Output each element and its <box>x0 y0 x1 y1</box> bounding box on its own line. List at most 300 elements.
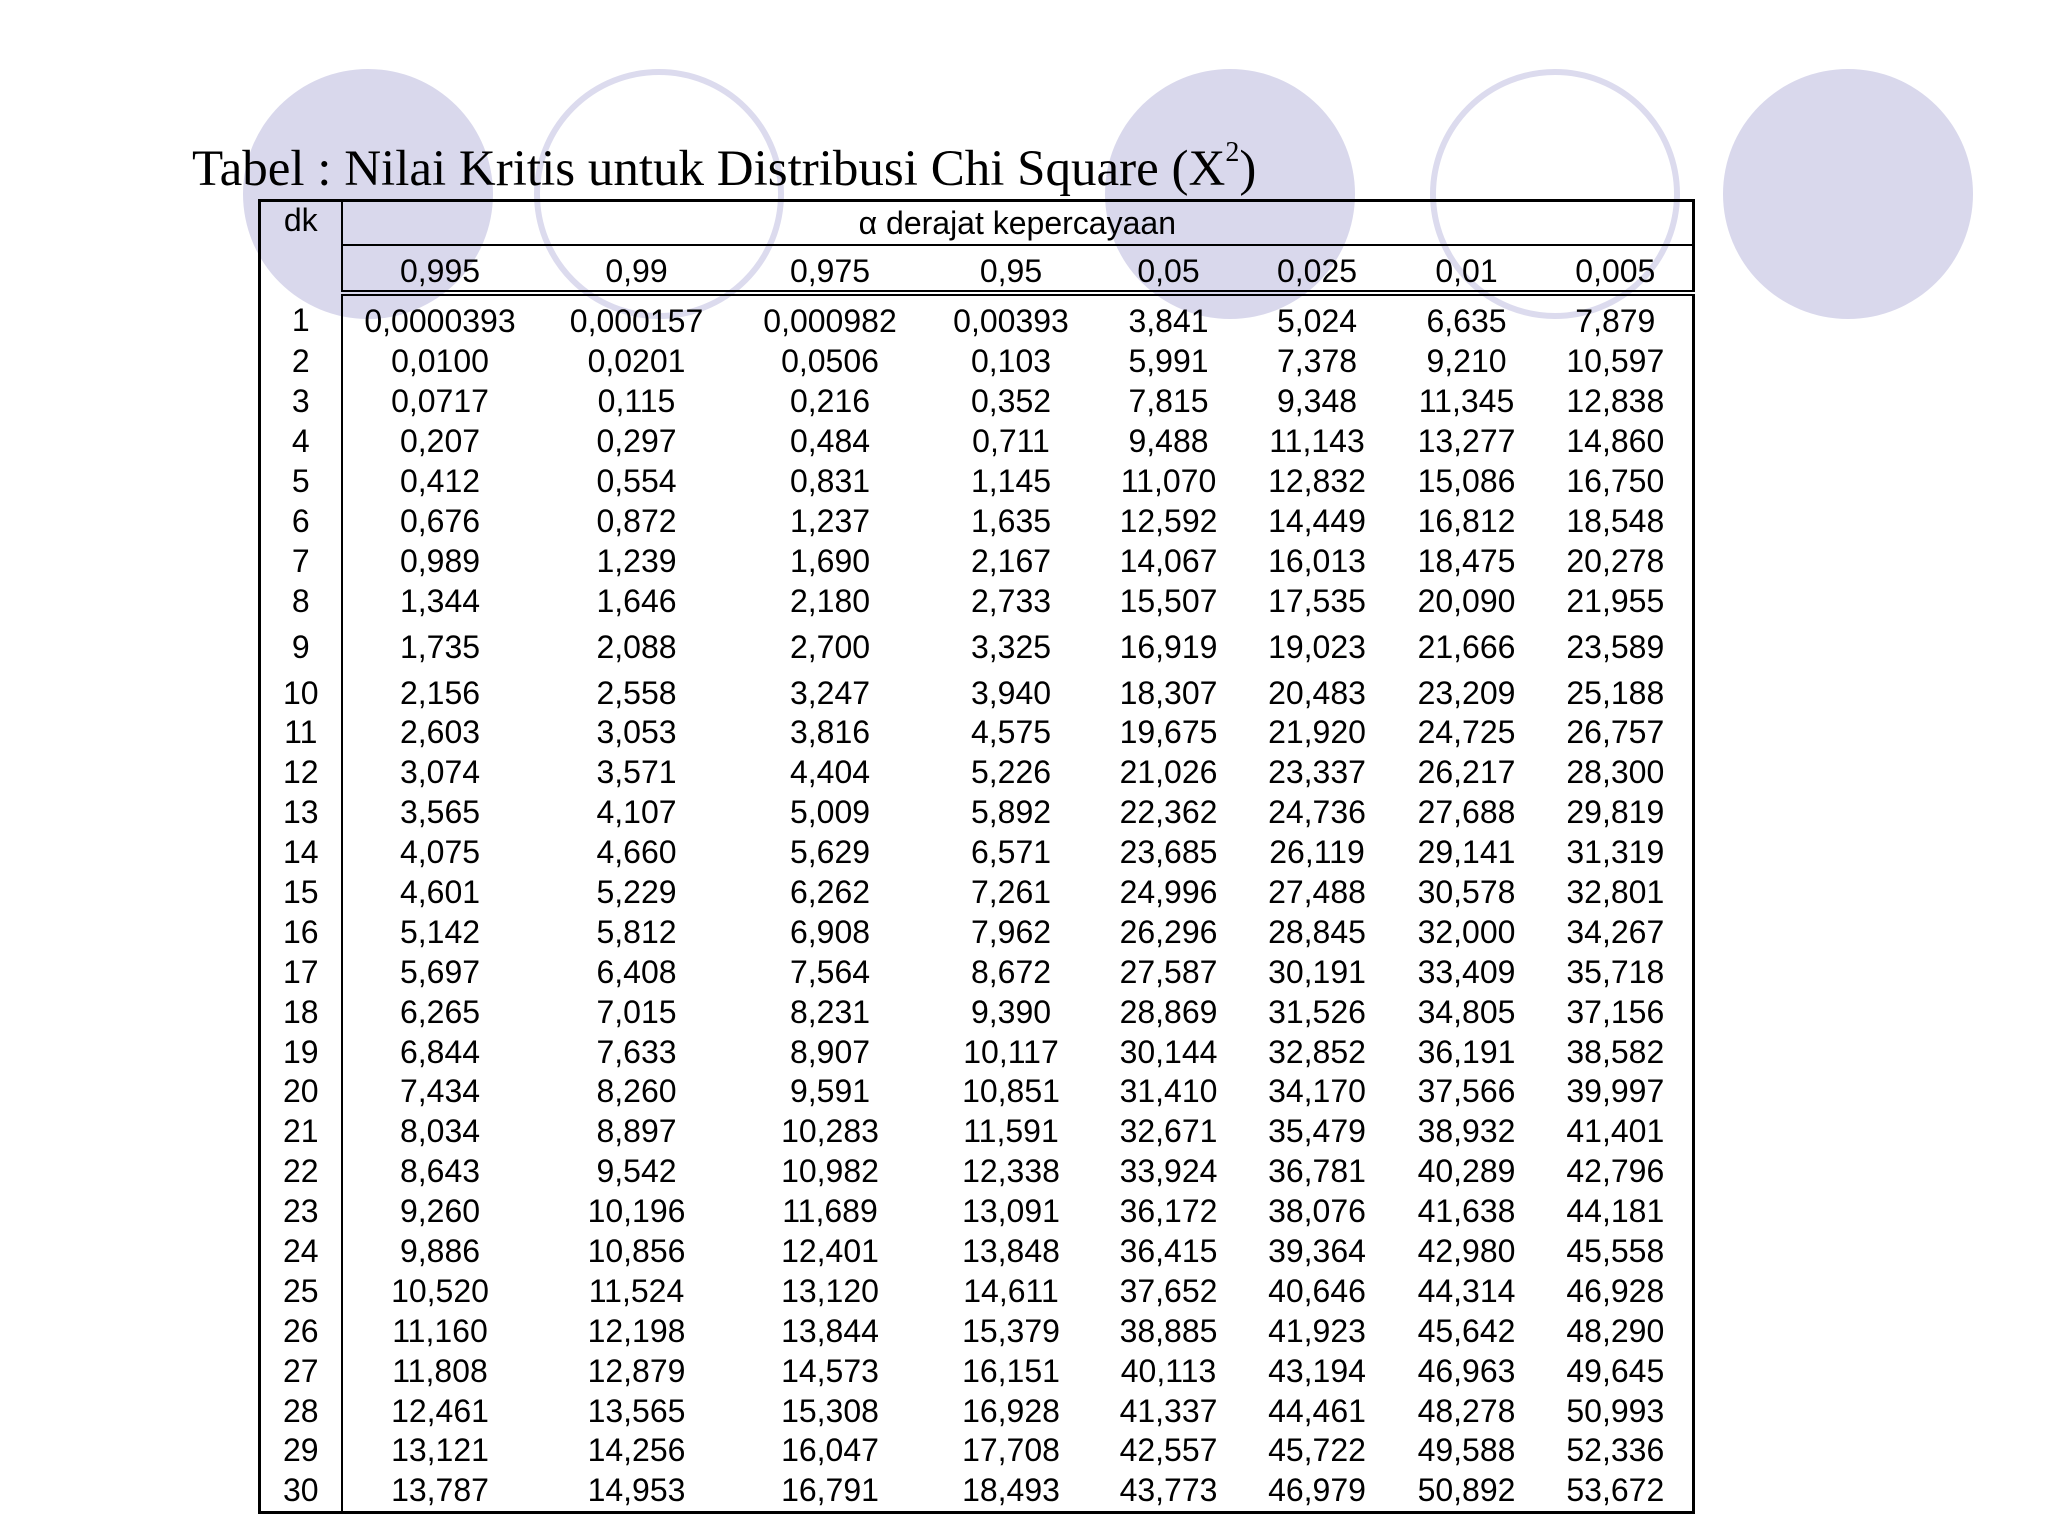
table-row <box>260 293 1694 342</box>
value-cell: 14,449 <box>1268 502 1366 539</box>
value-cell: 9,488 <box>1128 423 1209 460</box>
value-cell: 20,483 <box>1268 674 1366 711</box>
table-row <box>260 1311 1694 1351</box>
value-cell: 33,924 <box>1119 1153 1218 1190</box>
value-cell: 2,088 <box>596 628 677 665</box>
value-cell: 2,167 <box>970 542 1052 579</box>
value-cell: 10,520 <box>391 1272 489 1309</box>
dk-cell: 24 <box>260 1232 342 1272</box>
table-row <box>260 422 1694 462</box>
value-cell: 6,408 <box>596 953 677 990</box>
value-cell: 46,979 <box>1268 1472 1366 1509</box>
value-cell: 46,963 <box>1417 1352 1516 1389</box>
value-cell: 48,278 <box>1417 1392 1516 1429</box>
dk-cell: 10 <box>260 673 342 713</box>
table-row <box>260 1232 1694 1272</box>
value-cell: 8,672 <box>970 953 1052 990</box>
value-cell: 7,633 <box>596 1033 677 1070</box>
value-cell: 3,571 <box>596 754 677 791</box>
value-cell: 6,262 <box>789 874 871 911</box>
dk-cell: 4 <box>260 422 342 462</box>
dk-cell: 5 <box>260 462 342 502</box>
value-cell: 1,635 <box>970 502 1052 539</box>
dk-cell: 21 <box>260 1112 342 1152</box>
dk-cell: 16 <box>260 912 342 952</box>
value-cell: 7,378 <box>1276 343 1358 380</box>
value-cell: 4,107 <box>596 794 677 831</box>
value-cell: 14,256 <box>587 1432 686 1469</box>
value-cell: 52,336 <box>1566 1432 1665 1469</box>
value-cell: 15,308 <box>781 1392 879 1429</box>
value-cell: 45,642 <box>1417 1312 1516 1349</box>
value-cell: 8,897 <box>596 1113 677 1150</box>
value-cell: 10,597 <box>1566 343 1665 380</box>
value-cell: 20,090 <box>1417 582 1516 619</box>
value-cell: 0,0100 <box>391 343 489 380</box>
value-cell: 26,296 <box>1119 913 1218 950</box>
value-cell: 40,646 <box>1268 1272 1366 1309</box>
value-cell: 21,026 <box>1119 754 1218 791</box>
dk-cell: 14 <box>260 833 342 873</box>
value-cell: 5,142 <box>399 913 481 950</box>
chi-square-table <box>258 199 1695 1514</box>
value-cell: 18,548 <box>1566 502 1665 539</box>
value-cell: 26,119 <box>1269 834 1365 871</box>
dk-cell: 22 <box>260 1152 342 1192</box>
value-cell: 0,412 <box>399 463 481 499</box>
alpha-column-header: 0,01 <box>1395 245 1539 293</box>
alpha-column-header: 0,995 <box>342 245 538 293</box>
dk-cell: 13 <box>260 793 342 833</box>
table-row <box>260 621 1694 673</box>
value-cell: 0,103 <box>970 343 1052 380</box>
value-cell: 6,635 <box>1426 303 1507 340</box>
value-cell: 12,832 <box>1268 463 1366 499</box>
value-cell: 24,736 <box>1268 794 1366 831</box>
table-row <box>260 1072 1694 1112</box>
value-cell: 8,643 <box>399 1153 481 1190</box>
alpha-column-header: 0,95 <box>925 245 1098 293</box>
value-cell: 23,589 <box>1566 628 1665 665</box>
value-cell: 36,172 <box>1119 1193 1218 1230</box>
dk-cell: 29 <box>260 1431 342 1471</box>
value-cell: 8,231 <box>789 993 871 1030</box>
table-row <box>260 1271 1694 1311</box>
value-cell: 3,565 <box>399 794 481 831</box>
value-cell: 42,796 <box>1566 1153 1665 1190</box>
value-cell: 11,143 <box>1269 423 1365 460</box>
value-cell: 6,844 <box>399 1033 481 1070</box>
alpha-column-header: 0,975 <box>736 245 925 293</box>
value-cell: 21,955 <box>1566 582 1665 619</box>
value-cell: 38,076 <box>1268 1193 1366 1230</box>
value-cell: 1,344 <box>399 582 481 619</box>
value-cell: 8,260 <box>596 1073 677 1110</box>
value-cell: 38,885 <box>1119 1312 1218 1349</box>
value-cell: 5,991 <box>1128 343 1209 380</box>
value-cell: 13,277 <box>1417 423 1516 460</box>
table-row <box>260 833 1694 873</box>
value-cell: 38,582 <box>1566 1033 1665 1070</box>
dk-cell: 25 <box>260 1271 342 1311</box>
value-cell: 5,009 <box>789 794 871 831</box>
decorative-circle-3 <box>1723 69 1973 319</box>
value-cell: 0,0000393 <box>364 303 516 340</box>
value-cell: 26,757 <box>1566 714 1665 751</box>
value-cell: 0,00393 <box>953 303 1069 340</box>
value-cell: 50,993 <box>1566 1392 1665 1429</box>
dk-cell: 12 <box>260 753 342 793</box>
value-cell: 44,314 <box>1417 1272 1516 1309</box>
dk-cell: 2 <box>260 342 342 382</box>
value-cell: 31,319 <box>1566 834 1665 871</box>
value-cell: 5,024 <box>1276 303 1358 340</box>
value-cell: 1,690 <box>789 542 871 579</box>
value-cell: 0,711 <box>972 423 1050 460</box>
title-text: Tabel : Nilai Kritis untuk Distribusi Chi Square (X <box>192 141 1226 197</box>
dk-cell: 8 <box>260 581 342 621</box>
value-cell: 6,265 <box>399 993 481 1030</box>
value-cell: 31,410 <box>1119 1073 1218 1110</box>
alpha-column-header: 0,005 <box>1539 245 1694 293</box>
value-cell: 13,844 <box>781 1312 879 1349</box>
value-cell: 42,980 <box>1417 1233 1516 1270</box>
value-cell: 14,860 <box>1566 423 1665 460</box>
value-cell: 7,879 <box>1575 303 1656 340</box>
table-row <box>260 382 1694 422</box>
value-cell: 10,851 <box>962 1073 1060 1110</box>
table-row <box>260 673 1694 713</box>
title-close: ) <box>1239 141 1257 197</box>
table-row <box>260 992 1694 1032</box>
value-cell: 10,982 <box>781 1153 879 1190</box>
value-cell: 32,000 <box>1417 913 1516 950</box>
value-cell: 1,145 <box>970 463 1052 499</box>
alpha-header: α derajat kepercayaan <box>342 201 1694 246</box>
dk-cell: 3 <box>260 382 342 422</box>
value-cell: 12,401 <box>781 1233 879 1270</box>
value-cell: 3,841 <box>1128 303 1209 340</box>
dk-cell: 1 <box>260 293 342 342</box>
value-cell: 10,196 <box>587 1193 686 1230</box>
value-cell: 14,067 <box>1119 542 1218 579</box>
dk-cell: 26 <box>260 1311 342 1351</box>
value-cell: 30,578 <box>1417 874 1516 911</box>
value-cell: 16,047 <box>781 1432 879 1469</box>
value-cell: 26,217 <box>1417 754 1516 791</box>
alpha-column-header: 0,99 <box>538 245 736 293</box>
value-cell: 49,645 <box>1566 1352 1665 1389</box>
value-cell: 41,923 <box>1268 1312 1366 1349</box>
value-cell: 44,181 <box>1566 1193 1665 1230</box>
value-cell: 13,787 <box>391 1472 489 1509</box>
value-cell: 4,404 <box>789 754 871 791</box>
value-cell: 43,194 <box>1268 1352 1366 1389</box>
value-cell: 0,115 <box>597 383 676 420</box>
value-cell: 0,989 <box>399 542 481 579</box>
value-cell: 34,267 <box>1566 913 1665 950</box>
value-cell: 7,015 <box>596 993 677 1030</box>
value-cell: 13,120 <box>781 1272 879 1309</box>
value-cell: 15,507 <box>1119 582 1218 619</box>
value-cell: 40,289 <box>1417 1153 1516 1190</box>
value-cell: 0,831 <box>789 463 871 499</box>
title-superscript: 2 <box>1225 137 1240 168</box>
value-cell: 16,928 <box>962 1392 1060 1429</box>
value-cell: 0,484 <box>789 423 871 460</box>
table-row <box>260 1391 1694 1431</box>
alpha-column-header: 0,05 <box>1098 245 1240 293</box>
value-cell: 12,198 <box>587 1312 686 1349</box>
value-cell: 1,735 <box>399 628 481 665</box>
value-cell: 23,337 <box>1268 754 1366 791</box>
value-cell: 38,932 <box>1417 1113 1516 1150</box>
table-row <box>260 1192 1694 1232</box>
value-cell: 32,671 <box>1119 1113 1218 1150</box>
value-cell: 7,815 <box>1128 383 1209 420</box>
value-cell: 15,379 <box>962 1312 1060 1349</box>
value-cell: 21,920 <box>1268 714 1366 751</box>
value-cell: 36,781 <box>1268 1153 1366 1190</box>
dk-cell: 18 <box>260 992 342 1032</box>
value-cell: 5,229 <box>596 874 677 911</box>
value-cell: 19,675 <box>1119 714 1218 751</box>
value-cell: 14,611 <box>963 1272 1059 1309</box>
value-cell: 12,592 <box>1119 502 1218 539</box>
value-cell: 0,000982 <box>763 303 897 340</box>
value-cell: 3,816 <box>789 714 871 751</box>
value-cell: 28,300 <box>1566 754 1665 791</box>
value-cell: 12,879 <box>587 1352 686 1389</box>
value-cell: 9,542 <box>596 1153 677 1190</box>
value-cell: 43,773 <box>1119 1472 1218 1509</box>
value-cell: 12,338 <box>962 1153 1060 1190</box>
value-cell: 45,722 <box>1268 1432 1366 1469</box>
value-cell: 34,170 <box>1268 1073 1366 1110</box>
value-cell: 22,362 <box>1119 794 1218 831</box>
value-cell: 16,791 <box>781 1472 879 1509</box>
value-cell: 4,660 <box>596 834 677 871</box>
value-cell: 28,845 <box>1268 913 1366 950</box>
dk-header: dk <box>260 201 342 294</box>
value-cell: 40,113 <box>1120 1352 1217 1389</box>
value-cell: 16,013 <box>1268 542 1366 579</box>
dk-cell: 19 <box>260 1032 342 1072</box>
value-cell: 11,524 <box>588 1272 685 1309</box>
value-cell: 24,996 <box>1119 874 1218 911</box>
table-row <box>260 1032 1694 1072</box>
value-cell: 30,144 <box>1119 1033 1218 1070</box>
page-title <box>192 120 1256 208</box>
value-cell: 3,325 <box>970 628 1052 665</box>
value-cell: 11,591 <box>963 1113 1059 1150</box>
value-cell: 37,652 <box>1119 1272 1218 1309</box>
value-cell: 9,260 <box>399 1193 481 1230</box>
table-row <box>260 753 1694 793</box>
value-cell: 2,180 <box>789 582 871 619</box>
value-cell: 5,697 <box>399 953 481 990</box>
value-cell: 29,141 <box>1417 834 1516 871</box>
value-cell: 19,023 <box>1268 628 1366 665</box>
value-cell: 2,603 <box>399 714 481 751</box>
value-cell: 16,750 <box>1566 463 1665 499</box>
value-cell: 7,564 <box>789 953 871 990</box>
value-cell: 39,997 <box>1566 1073 1665 1110</box>
value-cell: 44,461 <box>1268 1392 1366 1429</box>
value-cell: 17,708 <box>962 1432 1060 1469</box>
value-cell: 32,852 <box>1268 1033 1366 1070</box>
value-cell: 31,526 <box>1268 993 1366 1030</box>
value-cell: 11,689 <box>782 1193 878 1230</box>
value-cell: 3,074 <box>399 754 481 791</box>
table-row <box>260 541 1694 581</box>
alpha-column-header: 0,025 <box>1240 245 1395 293</box>
dk-cell: 9 <box>260 621 342 673</box>
value-cell: 25,188 <box>1566 674 1665 711</box>
table-row <box>260 1431 1694 1471</box>
value-cell: 24,725 <box>1417 714 1516 751</box>
value-cell: 4,075 <box>399 834 481 871</box>
value-cell: 11,070 <box>1120 463 1217 499</box>
value-cell: 0,000157 <box>569 303 704 340</box>
value-cell: 9,591 <box>789 1073 871 1110</box>
value-cell: 48,290 <box>1566 1312 1665 1349</box>
value-cell: 21,666 <box>1417 628 1516 665</box>
value-cell: 12,838 <box>1566 383 1665 420</box>
table-row <box>260 501 1694 541</box>
value-cell: 10,117 <box>963 1033 1059 1070</box>
value-cell: 41,638 <box>1417 1193 1516 1230</box>
value-cell: 7,434 <box>399 1073 481 1110</box>
value-cell: 13,091 <box>962 1193 1060 1230</box>
value-cell: 34,805 <box>1417 993 1516 1030</box>
value-cell: 12,461 <box>391 1392 489 1429</box>
value-cell: 10,856 <box>587 1233 686 1270</box>
value-cell: 0,554 <box>596 463 677 499</box>
value-cell: 41,401 <box>1566 1113 1665 1150</box>
value-cell: 14,573 <box>781 1352 879 1389</box>
value-cell: 18,493 <box>962 1472 1060 1509</box>
value-cell: 0,216 <box>789 383 871 420</box>
dk-cell: 23 <box>260 1192 342 1232</box>
value-cell: 46,928 <box>1566 1272 1665 1309</box>
table-row <box>260 1112 1694 1152</box>
value-cell: 11,345 <box>1418 383 1515 420</box>
value-cell: 1,239 <box>596 542 677 579</box>
value-cell: 4,575 <box>970 714 1052 751</box>
table-row <box>260 1152 1694 1192</box>
value-cell: 20,278 <box>1566 542 1665 579</box>
value-cell: 15,086 <box>1417 463 1516 499</box>
value-cell: 13,121 <box>391 1432 489 1469</box>
value-cell: 2,700 <box>789 628 871 665</box>
value-cell: 33,409 <box>1417 953 1516 990</box>
value-cell: 37,566 <box>1417 1073 1516 1110</box>
value-cell: 5,812 <box>596 913 677 950</box>
value-cell: 36,415 <box>1119 1233 1218 1270</box>
value-cell: 6,571 <box>970 834 1052 871</box>
value-cell: 8,034 <box>399 1113 481 1150</box>
dk-cell: 15 <box>260 873 342 913</box>
value-cell: 49,588 <box>1417 1432 1516 1469</box>
value-cell: 18,307 <box>1119 674 1218 711</box>
value-cell: 7,962 <box>970 913 1052 950</box>
value-cell: 9,390 <box>970 993 1052 1030</box>
value-cell: 0,676 <box>399 502 481 539</box>
value-cell: 32,801 <box>1566 874 1665 911</box>
value-cell: 0,0201 <box>587 343 686 380</box>
dk-cell: 20 <box>260 1072 342 1112</box>
table-row <box>260 873 1694 913</box>
value-cell: 1,237 <box>789 502 871 539</box>
table-row <box>260 462 1694 502</box>
value-cell: 9,886 <box>399 1233 481 1270</box>
value-cell: 16,919 <box>1119 628 1218 665</box>
table-row <box>260 793 1694 833</box>
value-cell: 0,352 <box>970 383 1052 420</box>
value-cell: 4,601 <box>399 874 481 911</box>
value-cell: 2,156 <box>399 674 481 711</box>
table-row <box>260 342 1694 382</box>
value-cell: 8,907 <box>789 1033 871 1070</box>
value-cell: 7,261 <box>970 874 1052 911</box>
table-row <box>260 581 1694 621</box>
value-cell: 0,0717 <box>391 383 489 420</box>
value-cell: 39,364 <box>1268 1233 1366 1270</box>
value-cell: 0,0506 <box>781 343 879 380</box>
table-row <box>260 952 1694 992</box>
value-cell: 11,160 <box>392 1312 488 1349</box>
value-cell: 35,479 <box>1268 1113 1366 1150</box>
value-cell: 5,629 <box>789 834 871 871</box>
value-cell: 23,685 <box>1119 834 1218 871</box>
value-cell: 0,297 <box>596 423 677 460</box>
value-cell: 3,940 <box>970 674 1052 711</box>
dk-cell: 30 <box>260 1471 342 1512</box>
value-cell: 36,191 <box>1417 1033 1516 1070</box>
value-cell: 9,210 <box>1426 343 1507 380</box>
value-cell: 41,337 <box>1119 1392 1218 1429</box>
table-body <box>260 293 1694 1512</box>
value-cell: 5,892 <box>970 794 1052 831</box>
value-cell: 3,247 <box>789 674 871 711</box>
dk-cell: 7 <box>260 541 342 581</box>
value-cell: 23,209 <box>1417 674 1516 711</box>
value-cell: 16,151 <box>962 1352 1060 1389</box>
value-cell: 42,557 <box>1119 1432 1218 1469</box>
value-cell: 27,587 <box>1119 953 1218 990</box>
value-cell: 16,812 <box>1417 502 1516 539</box>
value-cell: 2,733 <box>970 582 1052 619</box>
value-cell: 17,535 <box>1268 582 1366 619</box>
value-cell: 11,808 <box>392 1352 488 1389</box>
alpha-values-row <box>260 245 1694 293</box>
table-row <box>260 1471 1694 1512</box>
value-cell: 53,672 <box>1566 1472 1665 1509</box>
value-cell: 37,156 <box>1566 993 1665 1030</box>
dk-cell: 6 <box>260 501 342 541</box>
value-cell: 3,053 <box>596 714 677 751</box>
dk-cell: 11 <box>260 713 342 753</box>
value-cell: 14,953 <box>587 1472 686 1509</box>
dk-cell: 17 <box>260 952 342 992</box>
value-cell: 29,819 <box>1566 794 1665 831</box>
dk-cell: 27 <box>260 1351 342 1391</box>
table-row <box>260 912 1694 952</box>
table-row <box>260 713 1694 753</box>
value-cell: 0,872 <box>596 502 677 539</box>
value-cell: 50,892 <box>1417 1472 1516 1509</box>
